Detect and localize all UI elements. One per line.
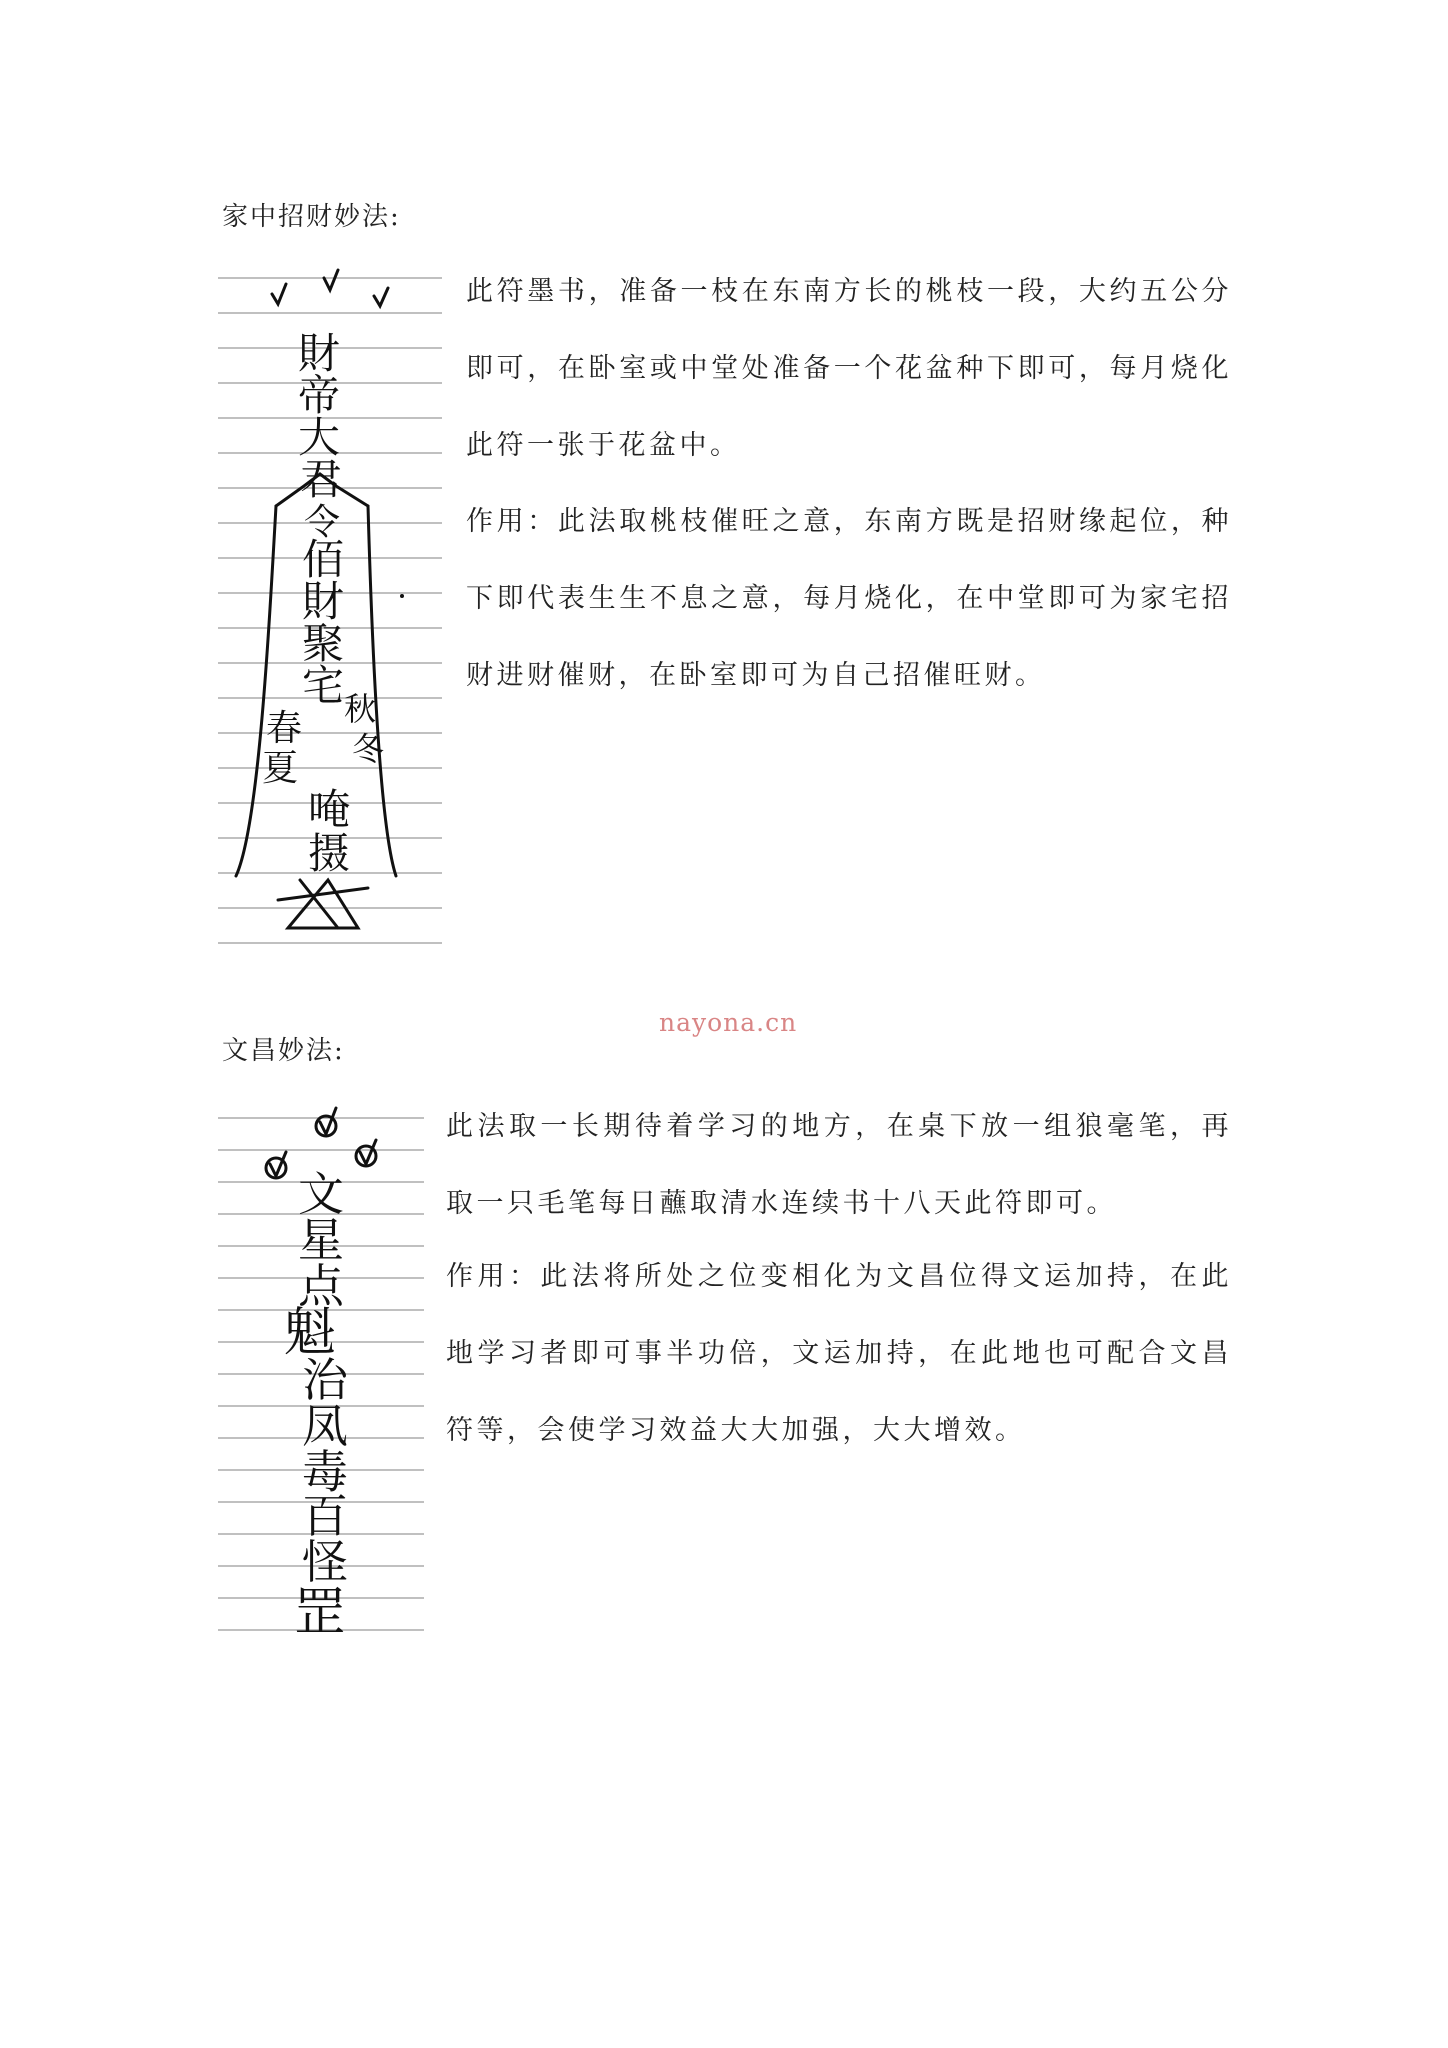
watermark: nayona.cn	[659, 1008, 798, 1037]
talisman-char: 文	[298, 1167, 344, 1221]
section-2-paragraph-2: 作用：此法将所处之位变相化为文昌位得文运加持，在此地学习者即可事半功倍，文运加持，在此地也可配合文昌符等，会使学习效益大大加强，大大增效。	[446, 1261, 1232, 1446]
talisman-char: 帝	[298, 371, 341, 420]
talisman-char: 百	[302, 1489, 348, 1543]
section-1-paragraph-2: 作用：此法取桃枝催旺之意，东南方既是招财缘起位，种下即代表生生不息之意，每月烧化，在中堂即可为家宅招财进财催财，在卧室即可为自己招催旺财。	[466, 506, 1232, 691]
talisman-char: 摄	[308, 829, 351, 878]
talisman-char: 大	[298, 413, 341, 462]
talisman-char: 君	[300, 455, 343, 504]
wealth-talisman-image	[218, 268, 442, 950]
talisman-char: 秋	[344, 690, 377, 728]
section-1-paragraph-1: 此符墨书，准备一枝在东南方长的桃枝一段，大约五公分即可，在卧室或中堂处准备一个花盆种下即可，每月烧化此符一张于花盆中。	[466, 276, 1232, 461]
talisman-char: 令	[304, 502, 341, 543]
talisman-char: 冬	[352, 730, 385, 768]
talisman-char: 魁	[284, 1303, 337, 1363]
talisman-char: 財	[298, 329, 341, 378]
talisman-char: 点	[298, 1259, 344, 1313]
talisman-char: 夏	[262, 748, 299, 789]
talisman-char: 凤	[302, 1399, 348, 1453]
talisman-char: 星	[298, 1213, 344, 1267]
talisman-char: 春	[266, 708, 303, 749]
talisman-char: 聚	[302, 619, 345, 668]
talisman-char: 毒	[302, 1445, 348, 1499]
section-1-heading: 家中招财妙法:	[222, 202, 401, 232]
talisman-char: 治	[302, 1353, 348, 1407]
section-2-paragraph-1: 此法取一长期待着学习的地方，在桌下放一组狼毫笔，再取一只毛笔每日蘸取清水连续书十八天此符即可。	[446, 1111, 1232, 1219]
talisman-char: 唵	[308, 785, 351, 834]
talisman-char: 財	[302, 577, 345, 626]
wenchang-talisman-image	[218, 1100, 424, 1648]
talisman-char: 罡	[294, 1583, 347, 1643]
talisman-char: 宅	[302, 661, 345, 710]
section-2-heading: 文昌妙法:	[222, 1036, 345, 1066]
talisman-char: 佰	[302, 535, 345, 584]
talisman-char: 怪	[302, 1535, 348, 1589]
